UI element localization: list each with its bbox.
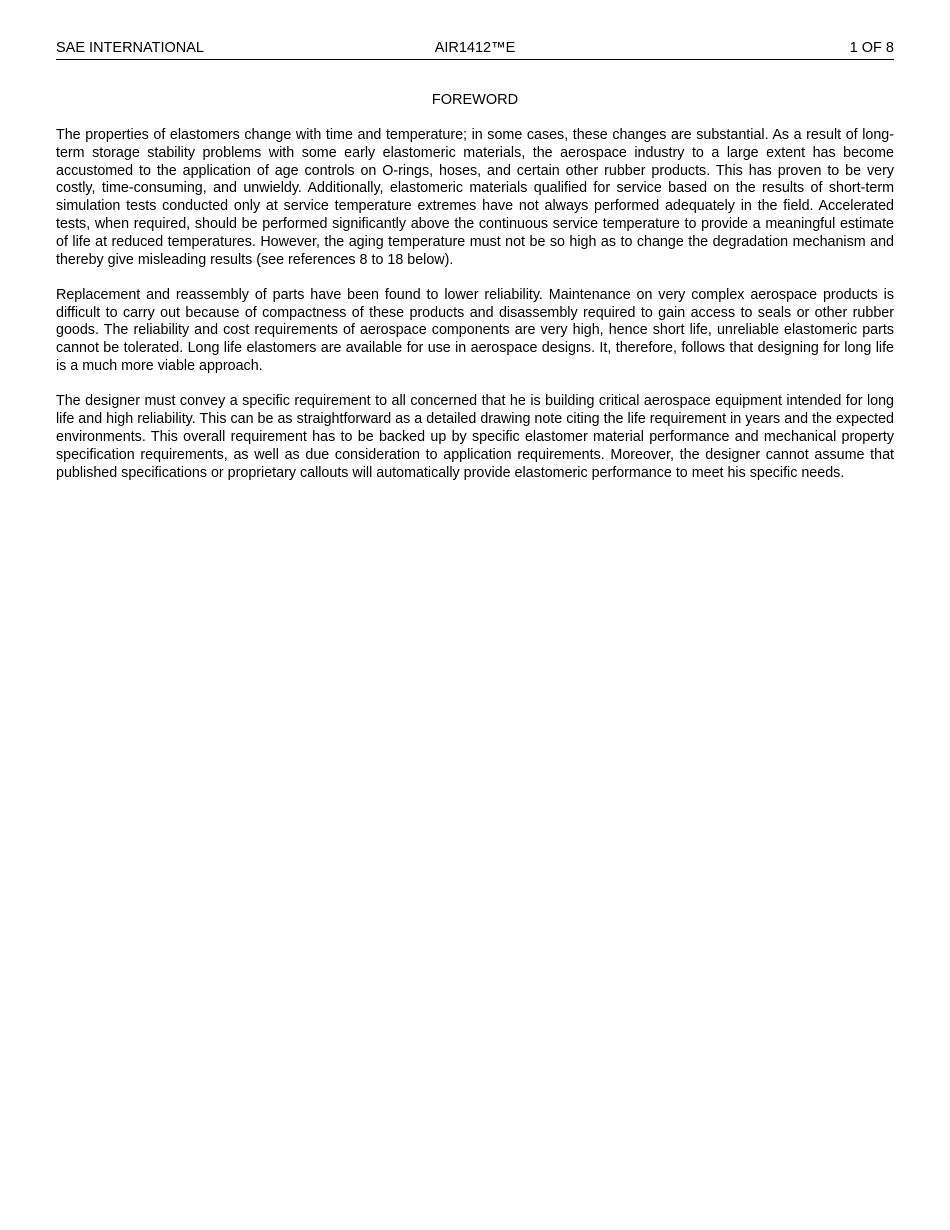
- paragraph-2: Replacement and reassembly of parts have been found to lower reliability. Maintenance on very complex aerospace products is difficult to carry out because of compactness of these products and disassembly required to gain access to seals or other rubber goods. The reliability and cost requirements of aerospace components are very high, hence short life, unreliable elastomeric parts cannot be tolerated. Long life elastomers are available for use in aerospace designs. It, therefore, follows that designing for long life is a much more viable approach.: [56, 286, 894, 375]
- paragraph-3: The designer must convey a specific requirement to all concerned that he is building critical aerospace equipment intended for long life and high reliability. This can be as straightforward as a detailed drawing note citing the life requirement in years and the expected environments. This overall requirement has to be backed up by specific elastomer material performance and mechanical property specification requirements, as well as due consideration to application requirements. Moreover, the designer cannot assume that published specifications or proprietary callouts will automatically provide elastomeric performance to meet his specific needs.: [56, 393, 894, 481]
- section-title-foreword: FOREWORD: [431, 92, 519, 108]
- page-header: [56, 38, 894, 60]
- foreword-body: [56, 127, 894, 500]
- header-organization: SAE INTERNATIONAL: [56, 40, 204, 56]
- header-document-id: AIR1412™E: [434, 40, 516, 56]
- header-page-indicator: 1 OF 8: [849, 40, 894, 56]
- paragraph-1: The properties of elastomers change with time and temperature; in some cases, these changes are substantial. As a result of long-term storage stability problems with some early elastomeric materials, the aerospace industry to a large extent has become accustomed to the application of age controls on O-rings, hoses, and certain other rubber products. This has proven to be very costly, time-consuming, and unwieldy. Additionally, elastomeric materials qualified for service based on the results of short-term simulation tests conducted only at service temperature extremes have not always performed adequately in the field. Accelerated tests, when required, should be performed significantly above the continuous service temperature to provide a meaningful estimate of life at reduced temperatures. However, the aging temperature must not be so high as to change the degradation mechanism and thereby give misleading results (see references 8 to 18 below).: [56, 127, 894, 268]
